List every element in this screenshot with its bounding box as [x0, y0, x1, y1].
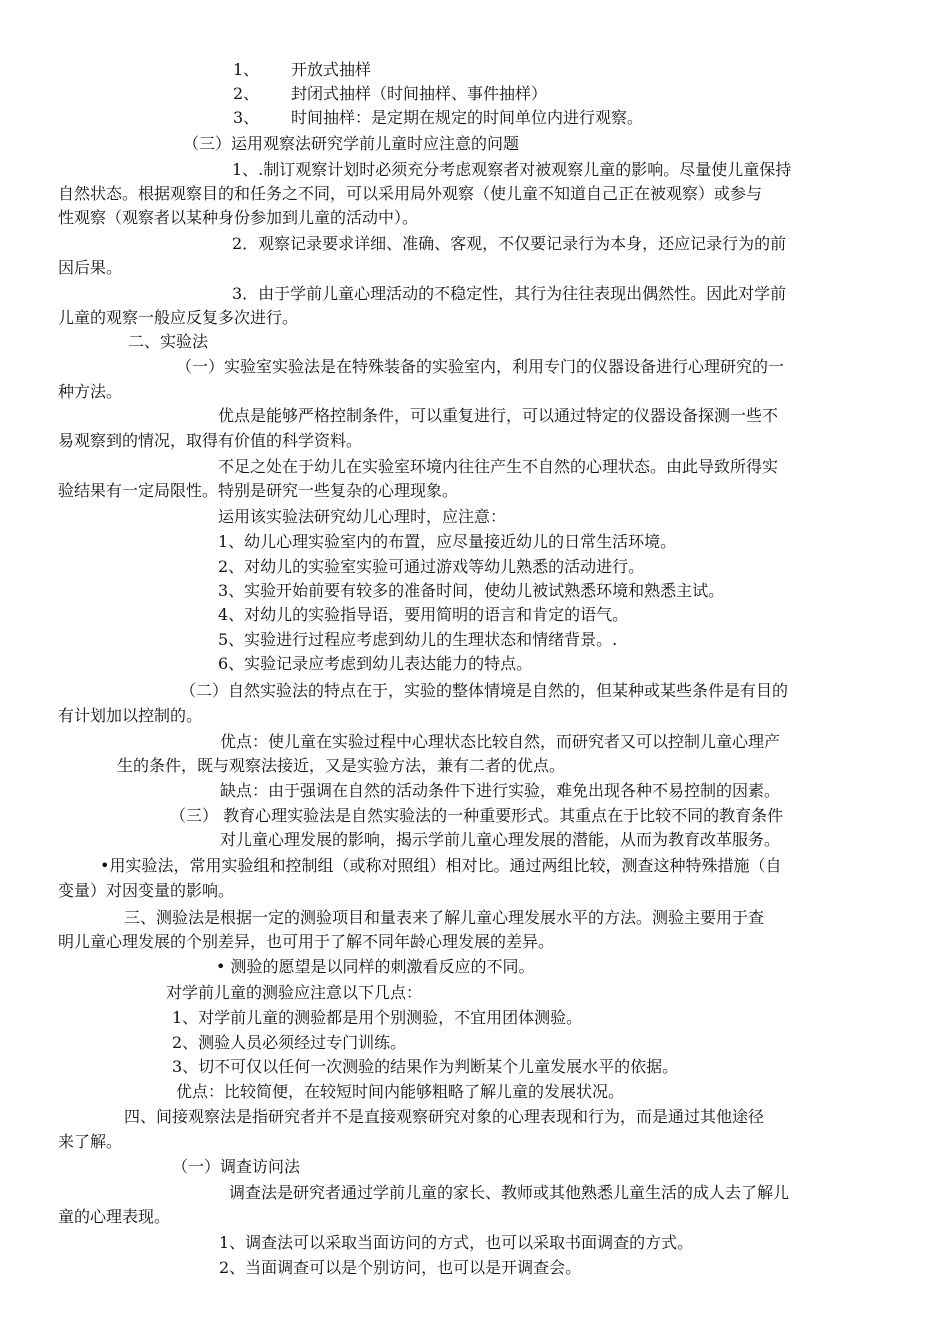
paragraph-line: 优点是能够严格控制条件，可以重复进行，可以通过特定的仪器设备探测一些不 [218, 406, 779, 425]
paragraph-line: 运用该实验法研究幼儿心理时，应注意： [218, 507, 507, 526]
item-text: 封闭式抽样（时间抽样、事件抽样） [291, 84, 548, 103]
section-heading: （三）运用观察法研究学前儿童时应注意的问题 [183, 134, 520, 153]
list-item: 2、当面调查可以是个别访问，也可以是开调查会。 [219, 1258, 582, 1277]
section-heading: 四、间接观察法是指研究者并不是直接观察研究对象的心理表现和行为，而是通过其他途径 [124, 1107, 765, 1126]
paragraph-line: （一）实验室实验法是在特殊装备的实验室内，利用专门的仪器设备进行心理研究的一 [176, 357, 785, 376]
item-number: 2、 [233, 84, 260, 103]
paragraph-line: 2．观察记录要求详细、准确、客观，不仅要记录行为本身，还应记录行为的前 [232, 234, 787, 253]
paragraph-line: 有计划加以控制的。 [58, 706, 203, 725]
section-heading: 三、测验法是根据一定的测验项目和量表来了解儿童心理发展水平的方法。测验主要用于查 [124, 908, 765, 927]
item-number: 1、 [233, 60, 260, 79]
paragraph-line: 优点：比较简便，在较短时间内能够粗略了解儿童的发展状况。 [176, 1082, 625, 1101]
paragraph-line: 1、.制订观察计划时必须充分考虑观察者对被观察儿童的影响。尽量使儿童保持 [232, 160, 792, 179]
list-item: 4、对幼儿的实验指导语，要用简明的语言和肯定的语气。 [218, 605, 629, 624]
paragraph-line: 调查法是研究者通过学前儿童的家长、教师或其他熟悉儿童生活的成人去了解儿 [229, 1183, 790, 1202]
paragraph-line: 自然状态。根据观察目的和任务之不同，可以采用局外观察（使儿童不知道自己正在被观察）或参与 [58, 184, 763, 203]
sampling-item-3 [233, 108, 643, 128]
paragraph-line: 缺点：由于强调在自然的活动条件下进行实验，难免出现各种不易控制的因素。 [220, 781, 781, 800]
item-number: 3、 [233, 108, 260, 127]
list-item: 5、实验进行过程应考虑到幼儿的生理状态和情绪背景。. [218, 630, 618, 649]
bullet-line: •用实验法，常用实验组和控制组（或称对照组）相对比。通过两组比较，测查这种特殊措施（自 [100, 856, 782, 875]
sampling-item-1 [233, 60, 371, 80]
paragraph-line: 来了解。 [58, 1132, 123, 1151]
list-item: 3、切不可仅以任何一次测验的结果作为判断某个儿童发展水平的依据。 [172, 1057, 679, 1076]
paragraph-line: 不足之处在于幼儿在实验室环境内往往产生不自然的心理状态。由此导致所得实 [218, 457, 779, 476]
item-text: 开放式抽样 [291, 60, 372, 79]
list-item: 3、实验开始前要有较多的准备时间，使幼儿被试熟悉环境和熟悉主试。 [218, 581, 725, 600]
paragraph-line: 3．由于学前儿童心理活动的不稳定性，其行为往往表现出偶然性。因此对学前 [232, 284, 787, 303]
paragraph-line: 种方法。 [58, 382, 123, 401]
list-item: 1、对学前儿童的测验都是用个别测验，不宜用团体测验。 [172, 1008, 583, 1027]
bullet-line: • 测验的愿望是以同样的刺激看反应的不同。 [216, 957, 535, 976]
paragraph-line: 童的心理表现。 [58, 1207, 171, 1226]
list-item: 1、幼儿心理实验室内的布置，应尽量接近幼儿的日常生活环境。 [218, 532, 677, 551]
paragraph-line: 明儿童心理发展的个别差异，也可用于了解不同年龄心理发展的差异。 [58, 932, 555, 951]
paragraph-line: 优点：使儿童在实验过程中心理状态比较自然，而研究者又可以控制儿童心理产 [220, 732, 781, 751]
list-item: 2、对幼儿的实验室实验可通过游戏等幼儿熟悉的活动进行。 [218, 557, 645, 576]
paragraph-line: 生的条件，既与观察法接近，又是实验方法，兼有二者的优点。 [117, 756, 566, 775]
paragraph-line: 对儿童心理发展的影响，揭示学前儿童心理发展的潜能，从而为教育改革服务。 [220, 830, 781, 849]
paragraph-line: 因后果。 [58, 258, 123, 277]
paragraph-line: （三） 教育心理实验法是自然实验法的一种重要形式。其重点在于比较不同的教育条件 [170, 806, 784, 825]
paragraph-line: 易观察到的情况，取得有价值的科学资料。 [58, 431, 363, 450]
paragraph-line: 验结果有一定局限性。特别是研究一些复杂的心理现象。 [58, 481, 459, 500]
paragraph-line: 性观察（观察者以某种身份参加到儿童的活动中）。 [58, 208, 419, 227]
paragraph-line: 对学前儿童的测验应注意以下几点： [166, 983, 423, 1002]
list-item: 6、实验记录应考虑到幼儿表达能力的特点。 [218, 654, 533, 673]
item-text: 时间抽样：是定期在规定的时间单位内进行观察。 [291, 108, 644, 127]
paragraph-line: （二）自然实验法的特点在于，实验的整体情境是自然的，但某种或某些条件是有目的 [180, 681, 789, 700]
paragraph-line: 儿童的观察一般应反复多次进行。 [58, 308, 299, 327]
sampling-item-2 [233, 84, 547, 104]
list-item: 1、调查法可以采取当面访问的方式，也可以采取书面调查的方式。 [219, 1233, 694, 1252]
paragraph-line: 变量）对因变量的影响。 [58, 881, 235, 900]
section-heading: 二、实验法 [128, 332, 209, 351]
subsection-heading: （一）调查访问法 [172, 1157, 301, 1176]
list-item: 2、测验人员必须经过专门训练。 [172, 1033, 407, 1052]
